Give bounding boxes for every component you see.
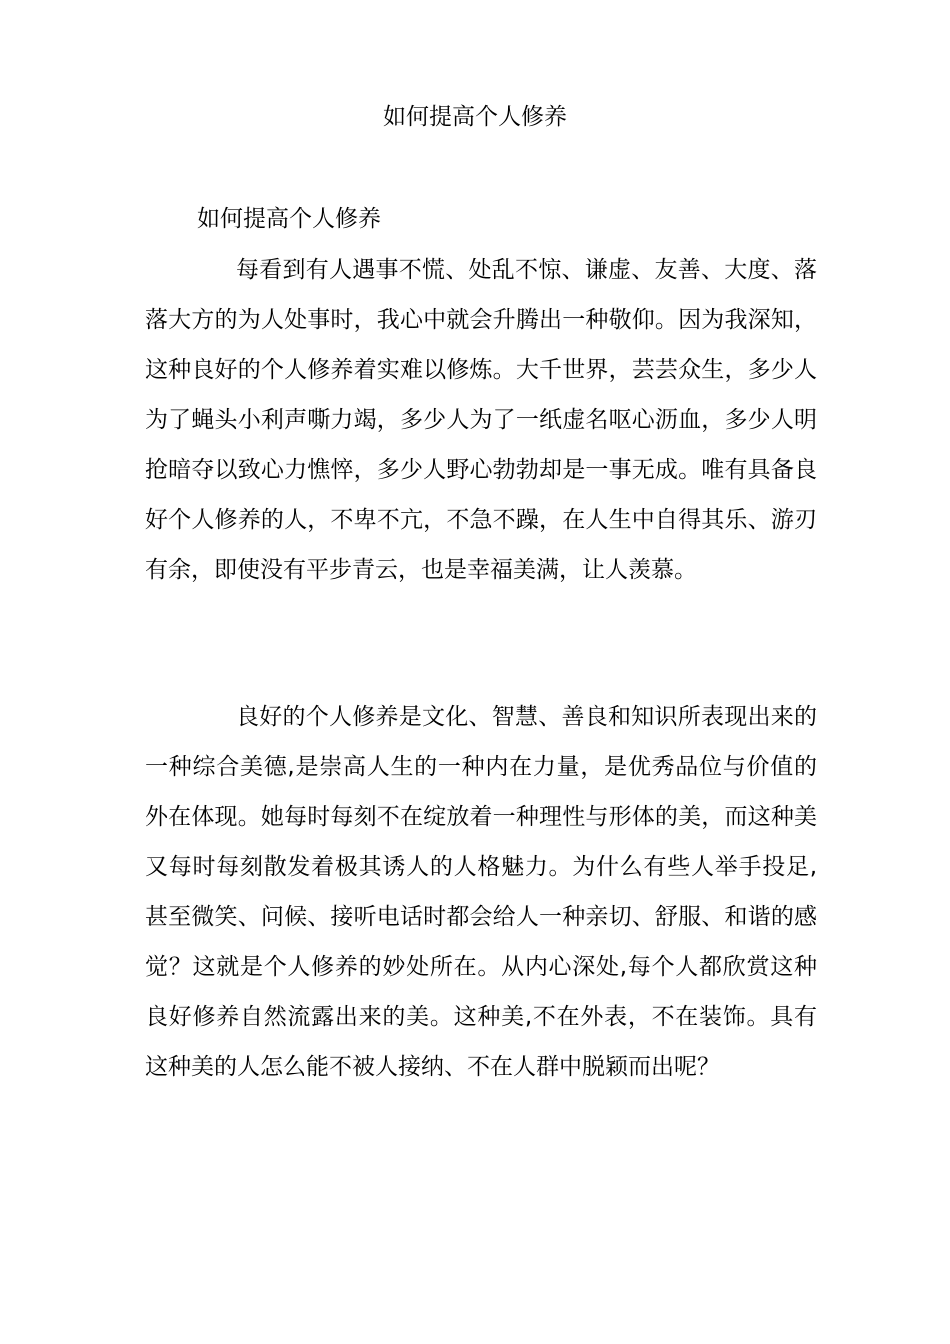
- document-title: 如何提高个人修养: [383, 104, 567, 130]
- document-subheading: 如何提高个人修养: [197, 206, 381, 232]
- paragraph-2: 良好的个人修养是文化、智慧、善良和知识所表现出来的一种综合美德,是崇高人生的一种内在力量，是优秀品位与价值的外在体现。她每时每刻不在绽放着一种理性与形体的美，而这种美又每时每刻散发着极其诱人的人格魅力。为什么有些人举手投足,甚至微笑、问候、接听电话时都会给人一种亲切、舒服、和谐的感觉？这就是个人修养的妙处所在。从内心深处,每个人都欣赏这种良好修养自然流露出来的美。这种美,不在外表，不在装饰。具有这种美的人怎么能不被人接纳、不在人群中脱颖而出呢？: [145, 704, 817, 1080]
- paragraph-1: 每看到有人遇事不慌、处乱不惊、谦虚、友善、大度、落落大方的为人处事时，我心中就会升腾出一种敬仰。因为我深知，这种良好的个人修养着实难以修炼。大千世界，芸芸众生，多少人为了蝇头小利声嘶力竭，多少人为了一纸虚名呕心沥血，多少人明抢暗夺以致心力憔悴，多少人野心勃勃却是一事无成。唯有具备良好个人修养的人，不卑不亢，不急不躁，在人生中自得其乐、游刃有余，即使没有平步青云，也是幸福美满，让人羡慕。: [145, 257, 817, 583]
